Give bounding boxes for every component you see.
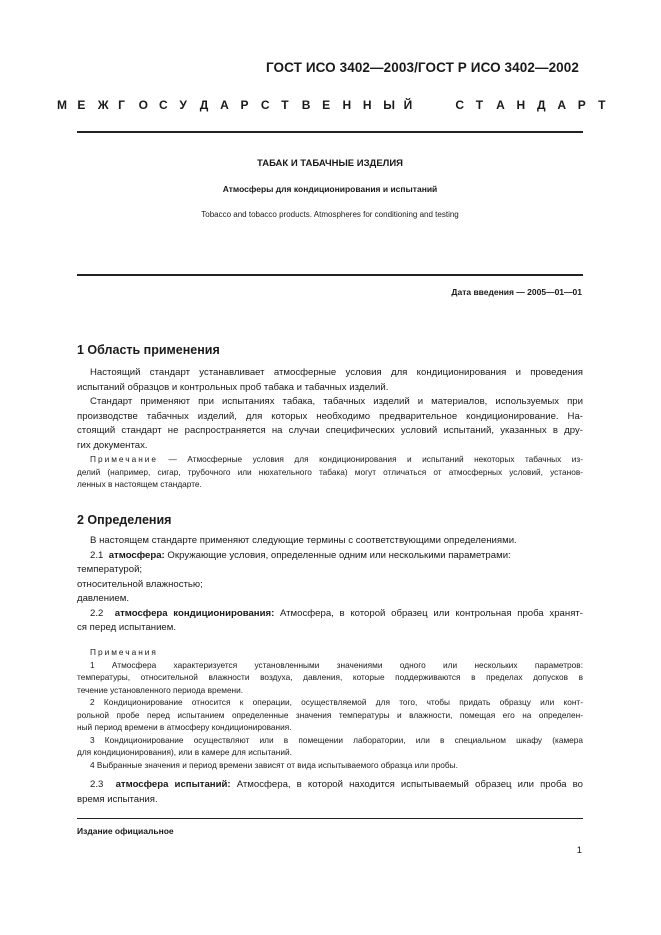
banner-letter: А bbox=[557, 98, 566, 112]
text-line: В настоящем стандарте применяют следующие термины с соответствующими определениями. bbox=[90, 535, 517, 546]
note-line: температуры, относительной влажности воздуха, давления, которые поддерживаются в пределах допусков в bbox=[77, 672, 583, 682]
banner-letter: У bbox=[179, 98, 187, 112]
text-line: ленных в настоящем стандарте. bbox=[77, 479, 202, 489]
note-line: 3 Кондиционирование осуществляют или в помещении лаборатории, или в специальном шкафу (камера bbox=[90, 734, 583, 745]
note-line: 2 Кондиционирование относится к операции, осуществляемой для того, чтобы придать образцу или конт- bbox=[90, 697, 583, 707]
term-definition: Окружающие условия, определенные одним или несколькими параметрами: bbox=[164, 549, 511, 561]
text-line: Настоящий стандарт устанавливает атмосферные условия для кондиционирования и проведения bbox=[90, 367, 583, 378]
term-name: атмосфера испытаний: bbox=[115, 779, 231, 790]
section-1-paragraph-2 bbox=[77, 395, 583, 453]
banner-letter: Ы bbox=[383, 98, 395, 112]
page-number: 1 bbox=[576, 845, 582, 856]
document-title: ТАБАК И ТАБАЧНЫЕ ИЗДЕЛИЯ bbox=[257, 158, 403, 169]
banner-letter: Й bbox=[403, 98, 413, 112]
banner-letter: Р bbox=[577, 98, 586, 112]
banner-letter: Д bbox=[199, 98, 209, 112]
banner-letter: Г bbox=[118, 98, 125, 112]
text-line: испытаний образцов и контрольных проб табака и табачных изделий. bbox=[77, 381, 389, 393]
banner-letter: Д bbox=[536, 98, 546, 112]
note-line: 4 Выбранные значения и период времени зависят от вида испытываемого образца или пробы. bbox=[90, 759, 458, 770]
interstate-standard-banner bbox=[57, 98, 606, 112]
note-label: Примечание bbox=[90, 454, 159, 464]
banner-letter: Е bbox=[322, 98, 331, 112]
banner-letter: Т bbox=[281, 98, 289, 112]
banner-letter: Ж bbox=[97, 98, 109, 112]
standard-word bbox=[455, 98, 618, 112]
section-1-note bbox=[77, 453, 583, 491]
section-2-notes bbox=[77, 646, 583, 771]
text-line: относительной влажностью; bbox=[77, 578, 203, 590]
text-line bbox=[77, 453, 583, 466]
section-1-paragraph-1 bbox=[77, 366, 583, 395]
banner-letter: С bbox=[260, 98, 270, 112]
note-text: — Атмосферные условия для кондиционирования и испытаний некоторых табачных из- bbox=[158, 454, 583, 464]
note-line: течение установленного периода времени. bbox=[77, 684, 244, 695]
term-name: атмосфера: bbox=[108, 549, 165, 561]
text-line: делий (например, сигар, трубочного или нюхательного табака) могут отличаться от атмосферных условий, установ- bbox=[77, 466, 583, 477]
banner-letter: Н bbox=[516, 98, 526, 112]
banner-letter: Е bbox=[77, 98, 86, 112]
notes-label: Примечания bbox=[90, 647, 158, 657]
top-rule bbox=[77, 131, 583, 133]
note-line: ный период времени в атмосферу кондиционирования. bbox=[77, 722, 292, 732]
text-line: ся перед испытанием. bbox=[77, 622, 177, 633]
banner-letter: Т bbox=[475, 98, 484, 112]
term-definition: Атмосфера, в которой образец или контрольная проба хранят- bbox=[274, 607, 583, 619]
text-line: производстве табачных изделий, для которых необходимо предварительное кондиционирование. На- bbox=[77, 410, 583, 422]
text-line: время испытания. bbox=[77, 793, 158, 805]
term-2-3-block bbox=[77, 778, 583, 807]
banner-letter: А bbox=[220, 98, 229, 112]
term-name: атмосфера кондиционирования: bbox=[114, 607, 275, 619]
term-number: 2.3 bbox=[90, 779, 104, 790]
term-definition: Атмосфера, в которой находится испытываемый образец или проба во bbox=[230, 779, 583, 790]
text-line: стоящий стандарт не распространяется на случаи специфических условий испытаний, указанных в дру- bbox=[77, 425, 583, 436]
banner-letter: Н bbox=[342, 98, 352, 112]
banner-letter: Н bbox=[362, 98, 372, 112]
bottom-rule bbox=[77, 818, 583, 819]
note-line: для кондиционирования), или в камере для испытаний. bbox=[77, 747, 292, 757]
interstate-word bbox=[57, 98, 424, 112]
section-2-body bbox=[77, 534, 583, 636]
english-title: Tobacco and tobacco products. Atmospheres for conditioning and testing bbox=[201, 210, 459, 219]
term-2-2 bbox=[77, 607, 583, 622]
section-2-heading: 2 Определения bbox=[77, 513, 172, 527]
text-line: давлением. bbox=[77, 593, 129, 604]
banner-letter: Т bbox=[598, 98, 606, 112]
text-line: температурой; bbox=[77, 564, 143, 575]
banner-letter: С bbox=[455, 98, 465, 112]
term-number: 2.2 bbox=[90, 607, 104, 619]
banner-letter: С bbox=[158, 98, 168, 112]
banner-letter: Р bbox=[240, 98, 249, 112]
gost-code: ГОСТ ИСО 3402—2003/ГОСТ Р ИСО 3402—2002 bbox=[265, 60, 579, 75]
banner-letter: О bbox=[138, 98, 148, 112]
text-line: гих документах. bbox=[77, 439, 148, 451]
banner-letter: В bbox=[301, 98, 311, 112]
banner-letter: А bbox=[496, 98, 505, 112]
term-number: 2.1 bbox=[90, 549, 104, 561]
section-1-heading: 1 Область применения bbox=[77, 343, 220, 357]
official-edition-label: Издание официальное bbox=[77, 826, 174, 836]
term-2-3 bbox=[77, 778, 583, 793]
middle-rule bbox=[77, 274, 583, 276]
document-subtitle: Атмосферы для кондиционирования и испытаний bbox=[222, 184, 438, 194]
note-line: 1 Атмосфера характеризуется установленными значениями одного или нескольких параметров: bbox=[90, 659, 583, 670]
banner-letter: М bbox=[57, 98, 67, 112]
introduction-date: Дата введения — 2005—01—01 bbox=[451, 287, 582, 297]
text-line: Стандарт применяют при испытаниях табака, табачных изделий и материалов, используемых при bbox=[90, 396, 583, 407]
note-line: рольной пробе перед испытанием определенные значения температуры и влажности, помещая его на определен- bbox=[77, 709, 583, 720]
term-2-1 bbox=[77, 549, 583, 564]
